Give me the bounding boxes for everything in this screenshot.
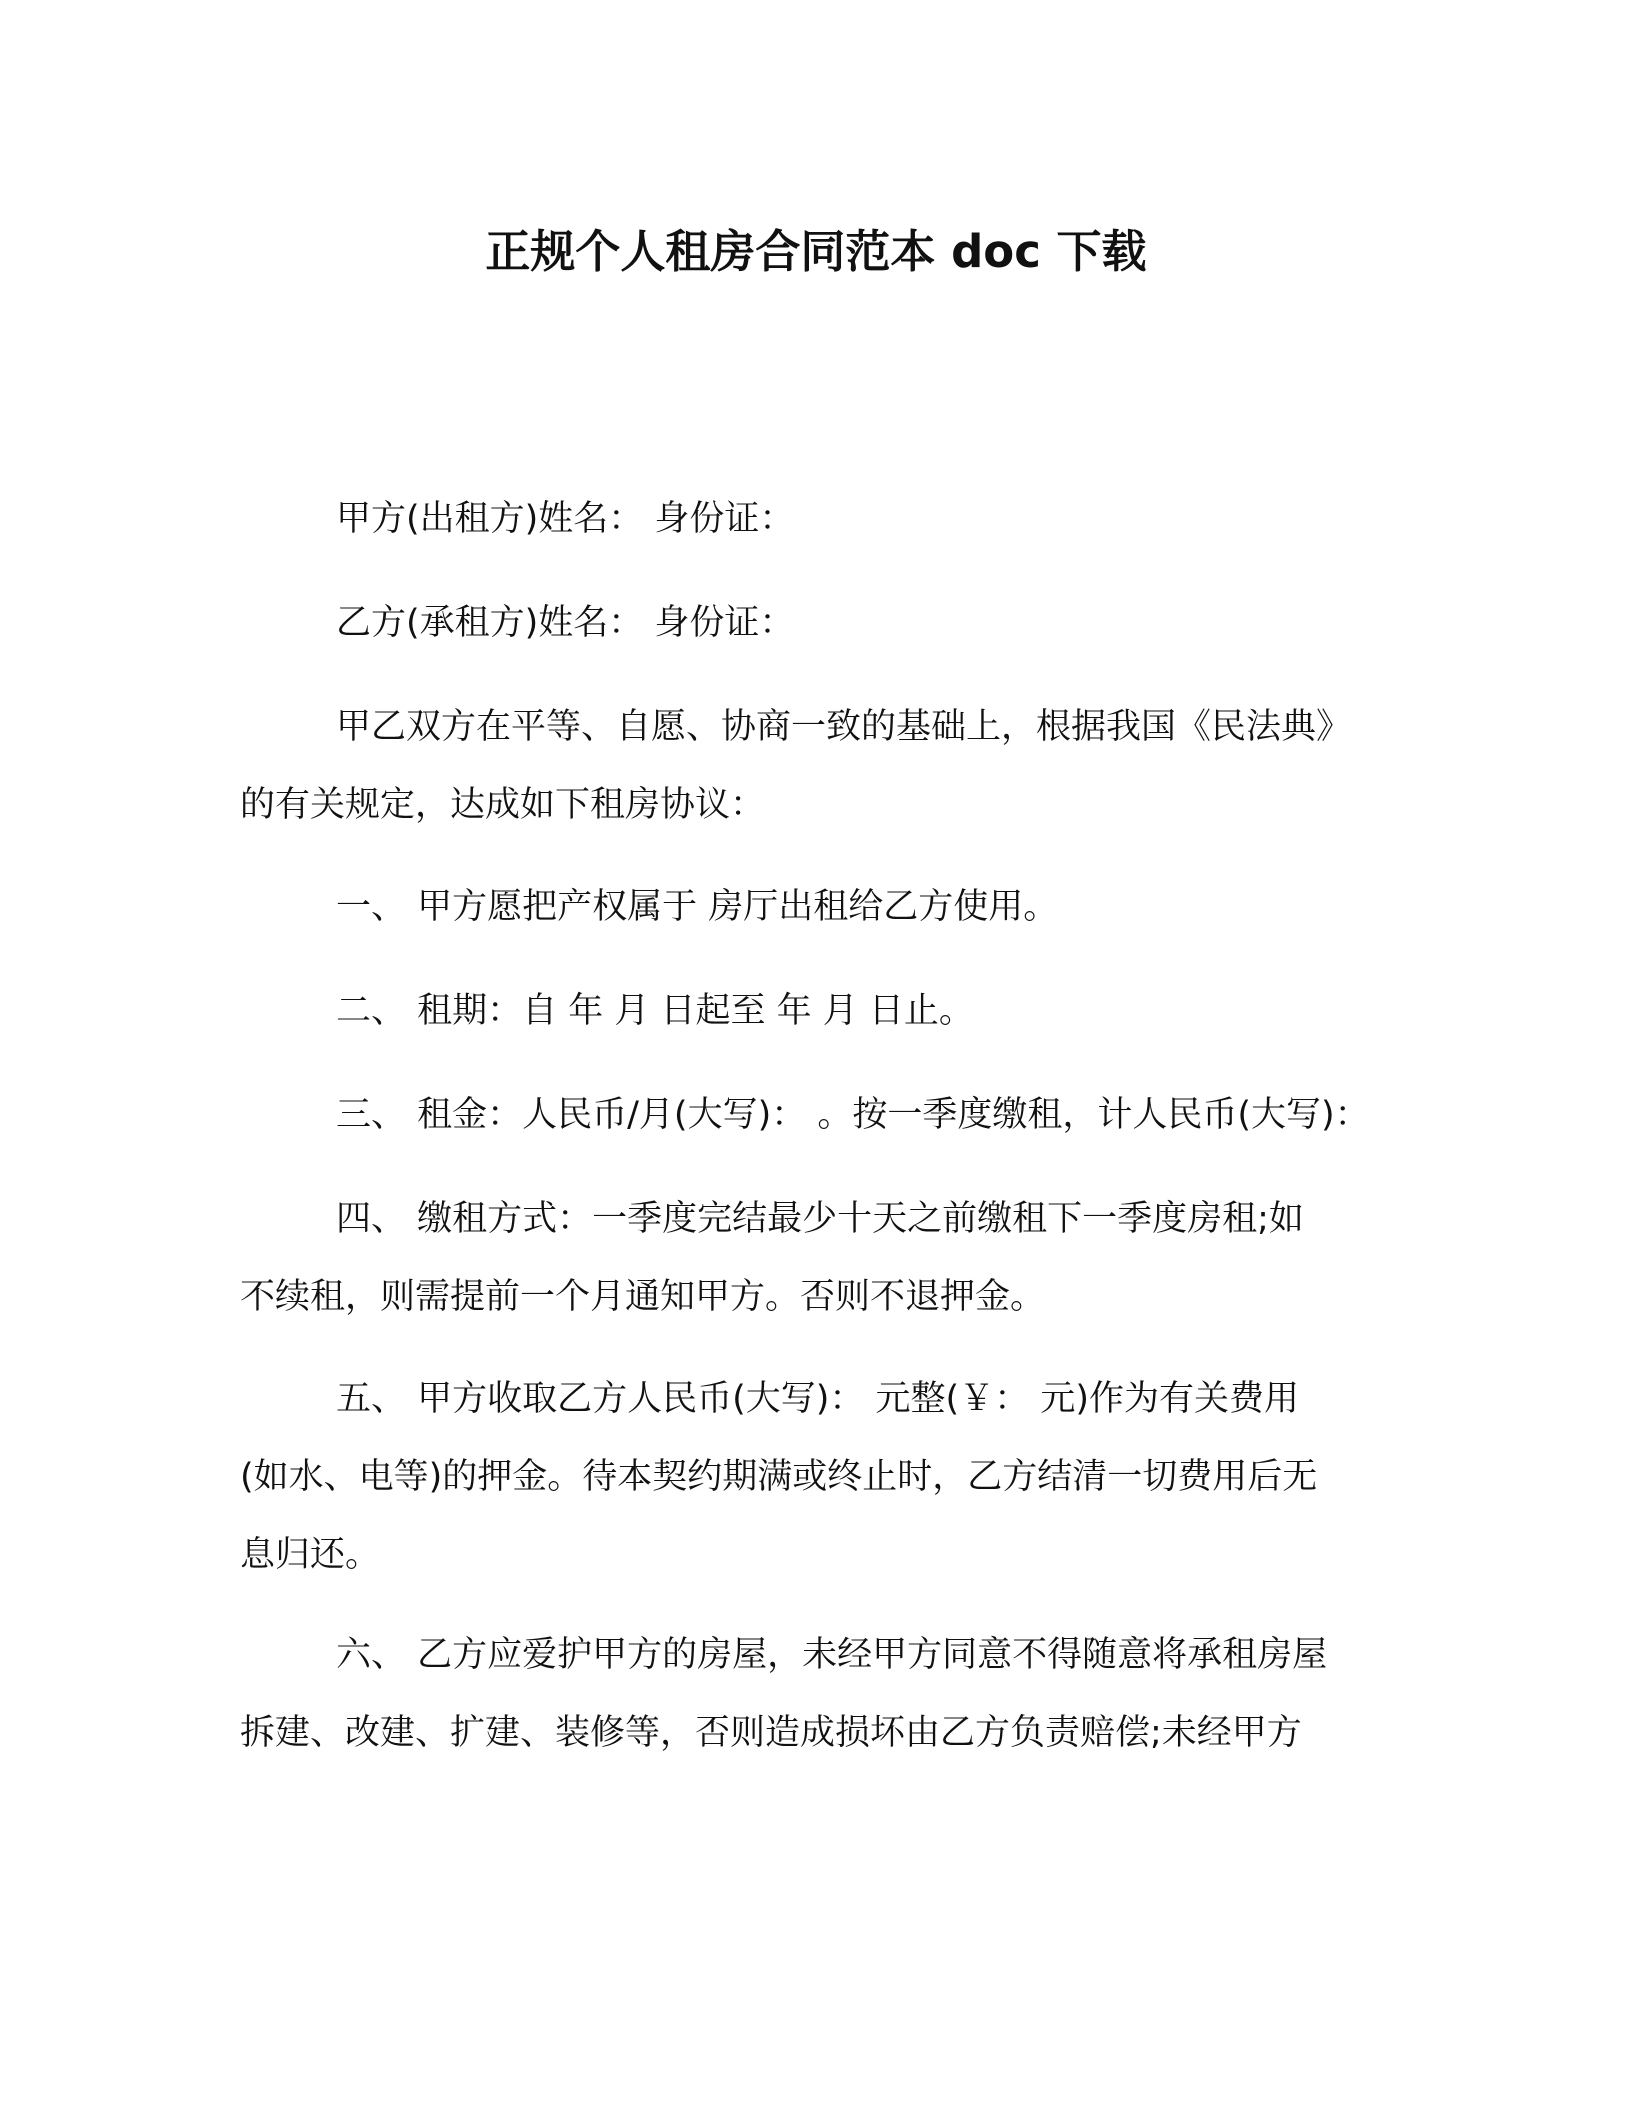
- paragraph-clause-5: [240, 1360, 1400, 1594]
- paragraph-clause-2: [240, 972, 1400, 1050]
- paragraph-line: 甲乙双方在平等、自愿、协商一致的基础上，根据我国《民法典》: [336, 707, 1352, 747]
- paragraph-preamble: [240, 688, 1400, 844]
- paragraph-line: 四、 缴租方式：一季度完结最少十天之前缴租下一季度房租;如: [336, 1199, 1304, 1239]
- paragraph-line: 六、 乙方应爱护甲方的房屋，未经甲方同意不得随意将承租房屋: [336, 1635, 1328, 1675]
- paragraph-line: 五、 甲方收取乙方人民币(大写)： 元整(￥： 元)作为有关费用: [336, 1379, 1299, 1419]
- paragraph-clause-3: [240, 1076, 1400, 1154]
- paragraph-line: 二、 租期：自 年 月 日起至 年 月 日止。: [336, 991, 974, 1031]
- paragraph-clause-4: [240, 1180, 1400, 1336]
- paragraph-line: 息归还。: [240, 1535, 381, 1575]
- document-title: 正规个人租房合同范本 doc 下载: [485, 225, 1147, 278]
- paragraph-line: 一、 甲方愿把产权属于 房厅出租给乙方使用。: [336, 887, 1059, 927]
- paragraph-party-b: [240, 584, 1400, 662]
- paragraph-line: 的有关规定，达成如下租房协议：: [240, 785, 766, 825]
- paragraph-line: (如水、电等)的押金。待本契约期满或终止时，乙方结清一切费用后无: [240, 1457, 1318, 1497]
- paragraph-line: 不续租，则需提前一个月通知甲方。否则不退押金。: [240, 1277, 1046, 1317]
- paragraph-line: 乙方(承租方)姓名： 身份证：: [336, 603, 795, 643]
- paragraph-line: 甲方(出租方)姓名： 身份证：: [336, 499, 795, 539]
- paragraph-line: 拆建、改建、扩建、装修等，否则造成损坏由乙方负责赔偿;未经甲方: [240, 1713, 1302, 1753]
- paragraph-party-a: [240, 480, 1400, 558]
- paragraph-clause-6: [240, 1616, 1400, 1772]
- paragraph-clause-1: [240, 868, 1400, 946]
- paragraph-line: 三、 租金：人民币/月(大写)： 。按一季度缴租，计人民币(大写)：: [336, 1095, 1370, 1135]
